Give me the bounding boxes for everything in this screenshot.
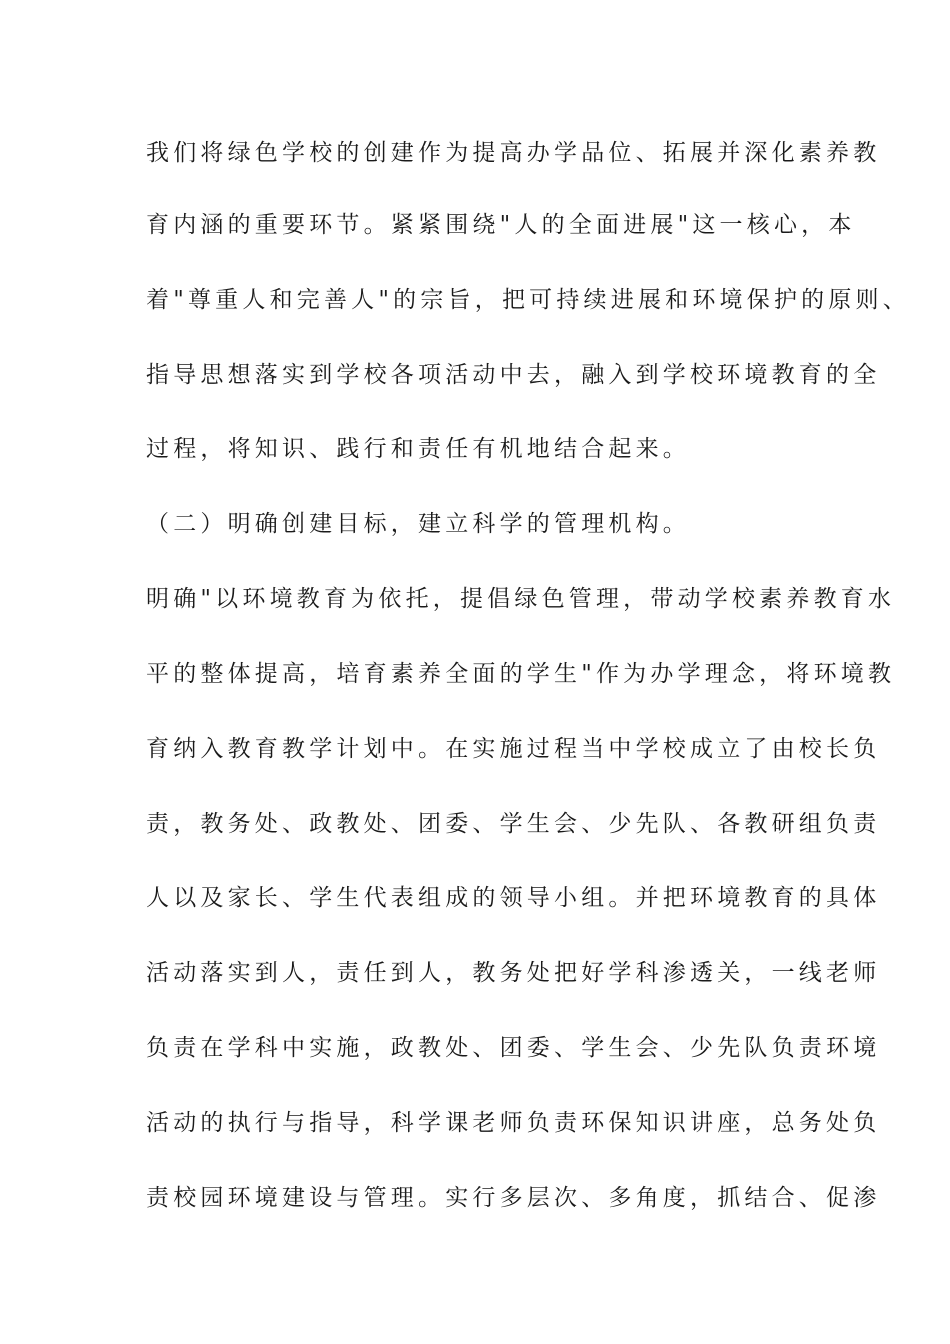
paragraph-line: 责，教务处、政教处、团委、学生会、少先队、各教研组负责 bbox=[146, 811, 881, 837]
paragraph-line: 责校园环境建设与管理。实行多层次、多角度，抓结合、促渗 bbox=[146, 1185, 881, 1211]
paragraph-line: 着"尊重人和完善人"的宗旨，把可持续进展和环境保护的原则、 bbox=[146, 287, 910, 313]
paragraph-line: 育纳入教育教学计划中。在实施过程当中学校成立了由校长负 bbox=[146, 736, 881, 762]
paragraph-line: 明确"以环境教育为依托，提倡绿色管理，带动学校素养教育水 bbox=[146, 586, 896, 612]
paragraph-line: 我们将绿色学校的创建作为提高办学品位、拓展并深化素养教 bbox=[146, 140, 881, 166]
paragraph-line: 活动落实到人，责任到人，教务处把好学科渗透关，一线老师 bbox=[146, 960, 881, 986]
section-heading: （二）明确创建目标，建立科学的管理机构。 bbox=[146, 511, 690, 537]
paragraph-line: 平的整体提高，培育素养全面的学生"作为办学理念，将环境教 bbox=[146, 661, 896, 687]
paragraph-line: 育内涵的重要环节。紧紧围绕"人的全面进展"这一核心，本 bbox=[146, 212, 856, 238]
paragraph-line: 过程，将知识、践行和责任有机地结合起来。 bbox=[146, 436, 690, 462]
paragraph-line: 指导思想落实到学校各项活动中去，融入到学校环境教育的全 bbox=[146, 362, 881, 388]
paragraph-line: 活动的执行与指导，科学课老师负责环保知识讲座，总务处负 bbox=[146, 1110, 881, 1136]
paragraph-line: 负责在学科中实施，政教处、团委、学生会、少先队负责环境 bbox=[146, 1035, 881, 1061]
paragraph-line: 人以及家长、学生代表组成的领导小组。并把环境教育的具体 bbox=[146, 885, 881, 911]
